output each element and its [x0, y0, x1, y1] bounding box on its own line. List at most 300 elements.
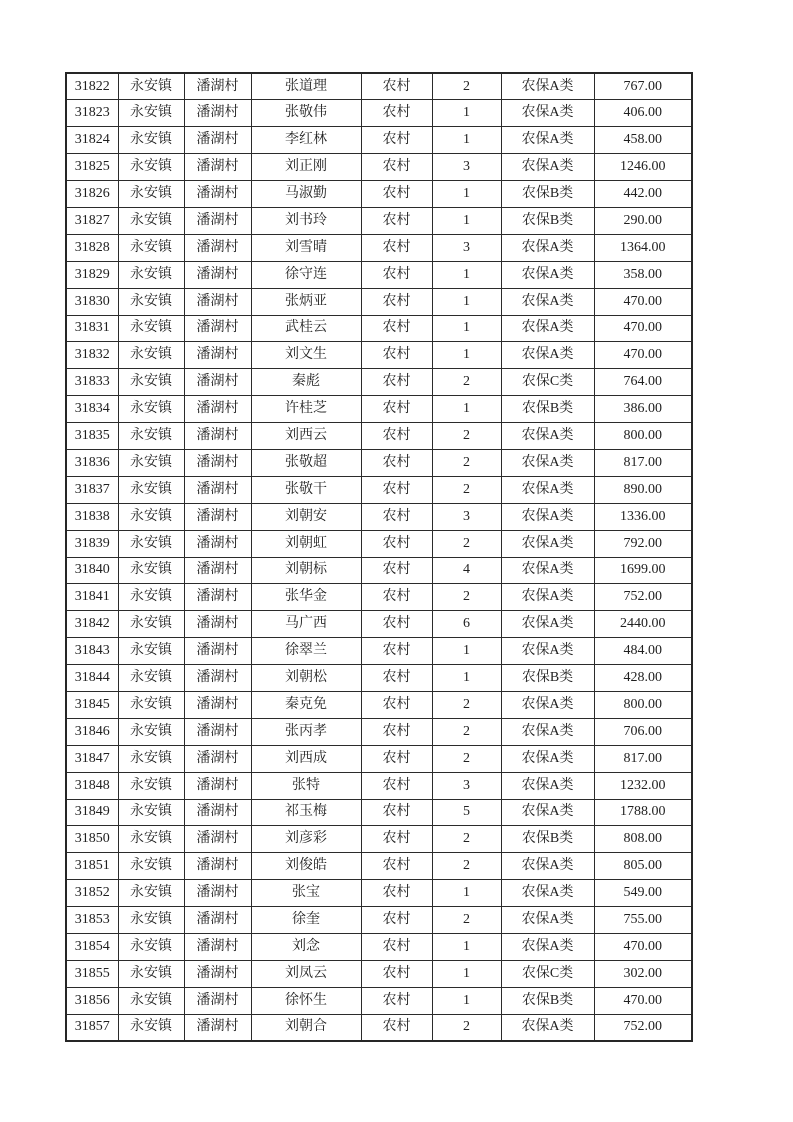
village: 潘湖村	[184, 584, 251, 611]
amount: 890.00	[594, 476, 692, 503]
amount: 470.00	[594, 934, 692, 961]
record-id: 31857	[66, 1014, 118, 1041]
amount: 752.00	[594, 1014, 692, 1041]
village: 潘湖村	[184, 987, 251, 1014]
village: 潘湖村	[184, 73, 251, 100]
table-row	[66, 799, 692, 826]
village: 潘湖村	[184, 154, 251, 181]
residence-type: 农村	[361, 423, 432, 450]
amount: 1699.00	[594, 557, 692, 584]
village: 潘湖村	[184, 342, 251, 369]
table-row	[66, 853, 692, 880]
town: 永安镇	[118, 73, 184, 100]
insurance-class: 农保A类	[501, 880, 594, 907]
table-row	[66, 181, 692, 208]
table-row	[66, 396, 692, 423]
person-name: 徐奎	[251, 907, 361, 934]
record-id: 31834	[66, 396, 118, 423]
town: 永安镇	[118, 665, 184, 692]
person-name: 祁玉梅	[251, 799, 361, 826]
village: 潘湖村	[184, 826, 251, 853]
insurance-class: 农保A类	[501, 853, 594, 880]
residence-type: 农村	[361, 234, 432, 261]
village: 潘湖村	[184, 745, 251, 772]
person-name: 马淑勤	[251, 181, 361, 208]
residence-type: 农村	[361, 745, 432, 772]
town: 永安镇	[118, 530, 184, 557]
record-id: 31835	[66, 423, 118, 450]
table-row	[66, 691, 692, 718]
village: 潘湖村	[184, 557, 251, 584]
insurance-class: 农保A类	[501, 476, 594, 503]
person-count: 2	[432, 423, 501, 450]
table-row	[66, 154, 692, 181]
table-row	[66, 476, 692, 503]
person-name: 刘文生	[251, 342, 361, 369]
person-name: 张敬超	[251, 449, 361, 476]
village: 潘湖村	[184, 503, 251, 530]
person-name: 徐怀生	[251, 987, 361, 1014]
record-id: 31849	[66, 799, 118, 826]
residence-type: 农村	[361, 934, 432, 961]
town: 永安镇	[118, 476, 184, 503]
insurance-class: 农保A类	[501, 234, 594, 261]
amount: 817.00	[594, 745, 692, 772]
insurance-class: 农保B类	[501, 396, 594, 423]
village: 潘湖村	[184, 476, 251, 503]
record-id: 31828	[66, 234, 118, 261]
record-id: 31840	[66, 557, 118, 584]
amount: 428.00	[594, 665, 692, 692]
person-count: 1	[432, 665, 501, 692]
record-id: 31856	[66, 987, 118, 1014]
table-row	[66, 261, 692, 288]
table-row	[66, 369, 692, 396]
residence-type: 农村	[361, 73, 432, 100]
table-row	[66, 234, 692, 261]
record-id: 31836	[66, 449, 118, 476]
person-name: 刘念	[251, 934, 361, 961]
village: 潘湖村	[184, 880, 251, 907]
insurance-class: 农保A类	[501, 745, 594, 772]
insurance-class: 农保A类	[501, 261, 594, 288]
table-row	[66, 880, 692, 907]
village: 潘湖村	[184, 772, 251, 799]
village: 潘湖村	[184, 853, 251, 880]
record-id: 31842	[66, 611, 118, 638]
residence-type: 农村	[361, 907, 432, 934]
person-name: 许桂芝	[251, 396, 361, 423]
person-name: 刘朝标	[251, 557, 361, 584]
insurance-class: 农保A类	[501, 691, 594, 718]
insurance-class: 农保A类	[501, 423, 594, 450]
person-name: 刘雪晴	[251, 234, 361, 261]
person-count: 1	[432, 288, 501, 315]
town: 永安镇	[118, 396, 184, 423]
village: 潘湖村	[184, 638, 251, 665]
record-id: 31833	[66, 369, 118, 396]
record-id: 31823	[66, 100, 118, 127]
village: 潘湖村	[184, 907, 251, 934]
town: 永安镇	[118, 987, 184, 1014]
person-name: 张敬伟	[251, 100, 361, 127]
amount: 2440.00	[594, 611, 692, 638]
village: 潘湖村	[184, 234, 251, 261]
table-row	[66, 207, 692, 234]
insurance-class: 农保A类	[501, 315, 594, 342]
insurance-class: 农保A类	[501, 718, 594, 745]
table-row	[66, 557, 692, 584]
table-row	[66, 611, 692, 638]
table-row	[66, 907, 692, 934]
amount: 706.00	[594, 718, 692, 745]
person-count: 2	[432, 476, 501, 503]
insurance-class: 农保B类	[501, 181, 594, 208]
person-count: 2	[432, 1014, 501, 1041]
residence-type: 农村	[361, 261, 432, 288]
village: 潘湖村	[184, 288, 251, 315]
person-count: 2	[432, 907, 501, 934]
person-count: 1	[432, 261, 501, 288]
amount: 358.00	[594, 261, 692, 288]
table-row	[66, 718, 692, 745]
person-count: 3	[432, 234, 501, 261]
record-id: 31848	[66, 772, 118, 799]
person-count: 3	[432, 154, 501, 181]
person-count: 3	[432, 503, 501, 530]
table-row	[66, 934, 692, 961]
amount: 800.00	[594, 691, 692, 718]
record-id: 31846	[66, 718, 118, 745]
record-id: 31851	[66, 853, 118, 880]
insurance-class: 农保A类	[501, 1014, 594, 1041]
record-id: 31827	[66, 207, 118, 234]
insurance-class: 农保A类	[501, 530, 594, 557]
table-row	[66, 315, 692, 342]
insurance-class: 农保A类	[501, 100, 594, 127]
residence-type: 农村	[361, 530, 432, 557]
amount: 470.00	[594, 987, 692, 1014]
residence-type: 农村	[361, 880, 432, 907]
amount: 549.00	[594, 880, 692, 907]
table-row	[66, 449, 692, 476]
town: 永安镇	[118, 691, 184, 718]
village: 潘湖村	[184, 100, 251, 127]
record-id: 31826	[66, 181, 118, 208]
town: 永安镇	[118, 960, 184, 987]
amount: 800.00	[594, 423, 692, 450]
town: 永安镇	[118, 718, 184, 745]
record-id: 31843	[66, 638, 118, 665]
person-count: 2	[432, 530, 501, 557]
record-id: 31831	[66, 315, 118, 342]
person-name: 刘朝安	[251, 503, 361, 530]
village: 潘湖村	[184, 934, 251, 961]
amount: 1246.00	[594, 154, 692, 181]
town: 永安镇	[118, 154, 184, 181]
person-name: 徐守连	[251, 261, 361, 288]
town: 永安镇	[118, 369, 184, 396]
residence-type: 农村	[361, 799, 432, 826]
insurance-class: 农保A类	[501, 584, 594, 611]
amount: 1364.00	[594, 234, 692, 261]
insurance-class: 农保B类	[501, 665, 594, 692]
insurance-class: 农保A类	[501, 611, 594, 638]
insurance-class: 农保A类	[501, 73, 594, 100]
person-count: 1	[432, 181, 501, 208]
person-name: 张道理	[251, 73, 361, 100]
person-name: 刘西云	[251, 423, 361, 450]
town: 永安镇	[118, 100, 184, 127]
residence-type: 农村	[361, 315, 432, 342]
person-count: 3	[432, 772, 501, 799]
person-count: 1	[432, 934, 501, 961]
residence-type: 农村	[361, 691, 432, 718]
person-name: 刘书玲	[251, 207, 361, 234]
insurance-class: 农保A类	[501, 127, 594, 154]
town: 永安镇	[118, 772, 184, 799]
residence-type: 农村	[361, 342, 432, 369]
person-name: 刘朝松	[251, 665, 361, 692]
person-name: 徐翠兰	[251, 638, 361, 665]
residence-type: 农村	[361, 772, 432, 799]
town: 永安镇	[118, 557, 184, 584]
village: 潘湖村	[184, 691, 251, 718]
person-count: 1	[432, 880, 501, 907]
table-row	[66, 665, 692, 692]
residence-type: 农村	[361, 584, 432, 611]
record-id: 31852	[66, 880, 118, 907]
person-name: 刘正刚	[251, 154, 361, 181]
person-name: 刘彦彩	[251, 826, 361, 853]
residence-type: 农村	[361, 960, 432, 987]
record-id: 31850	[66, 826, 118, 853]
person-count: 1	[432, 638, 501, 665]
village: 潘湖村	[184, 369, 251, 396]
amount: 805.00	[594, 853, 692, 880]
person-count: 1	[432, 987, 501, 1014]
person-name: 张宝	[251, 880, 361, 907]
insurance-class: 农保A类	[501, 503, 594, 530]
village: 潘湖村	[184, 423, 251, 450]
insurance-class: 农保B类	[501, 207, 594, 234]
residence-type: 农村	[361, 718, 432, 745]
record-id: 31838	[66, 503, 118, 530]
person-name: 张炳亚	[251, 288, 361, 315]
table-row	[66, 772, 692, 799]
record-id: 31845	[66, 691, 118, 718]
insurance-class: 农保A类	[501, 772, 594, 799]
person-count: 2	[432, 853, 501, 880]
insurance-class: 农保A类	[501, 288, 594, 315]
amount: 817.00	[594, 449, 692, 476]
amount: 406.00	[594, 100, 692, 127]
residence-type: 农村	[361, 611, 432, 638]
amount: 792.00	[594, 530, 692, 557]
village: 潘湖村	[184, 960, 251, 987]
record-id: 31841	[66, 584, 118, 611]
person-count: 1	[432, 342, 501, 369]
person-name: 刘朝虹	[251, 530, 361, 557]
person-count: 4	[432, 557, 501, 584]
town: 永安镇	[118, 584, 184, 611]
amount: 470.00	[594, 342, 692, 369]
village: 潘湖村	[184, 261, 251, 288]
village: 潘湖村	[184, 611, 251, 638]
amount: 484.00	[594, 638, 692, 665]
insurance-class: 农保A类	[501, 934, 594, 961]
town: 永安镇	[118, 934, 184, 961]
record-id: 31822	[66, 73, 118, 100]
residence-type: 农村	[361, 288, 432, 315]
village: 潘湖村	[184, 799, 251, 826]
residence-type: 农村	[361, 100, 432, 127]
record-id: 31830	[66, 288, 118, 315]
amount: 752.00	[594, 584, 692, 611]
amount: 755.00	[594, 907, 692, 934]
residence-type: 农村	[361, 127, 432, 154]
town: 永安镇	[118, 449, 184, 476]
town: 永安镇	[118, 288, 184, 315]
person-count: 2	[432, 369, 501, 396]
insurance-class: 农保A类	[501, 557, 594, 584]
table-body	[66, 73, 692, 1041]
person-name: 刘西成	[251, 745, 361, 772]
town: 永安镇	[118, 234, 184, 261]
person-count: 1	[432, 960, 501, 987]
village: 潘湖村	[184, 315, 251, 342]
town: 永安镇	[118, 207, 184, 234]
residence-type: 农村	[361, 449, 432, 476]
residence-type: 农村	[361, 154, 432, 181]
record-id: 31844	[66, 665, 118, 692]
village: 潘湖村	[184, 530, 251, 557]
town: 永安镇	[118, 181, 184, 208]
amount: 1336.00	[594, 503, 692, 530]
amount: 386.00	[594, 396, 692, 423]
town: 永安镇	[118, 261, 184, 288]
person-name: 秦克免	[251, 691, 361, 718]
table-row	[66, 342, 692, 369]
insurance-class: 农保C类	[501, 960, 594, 987]
amount: 1788.00	[594, 799, 692, 826]
village: 潘湖村	[184, 718, 251, 745]
amount: 808.00	[594, 826, 692, 853]
village: 潘湖村	[184, 207, 251, 234]
record-id: 31825	[66, 154, 118, 181]
person-name: 张丙孝	[251, 718, 361, 745]
record-id: 31824	[66, 127, 118, 154]
person-count: 1	[432, 315, 501, 342]
residence-type: 农村	[361, 369, 432, 396]
village: 潘湖村	[184, 665, 251, 692]
residence-type: 农村	[361, 557, 432, 584]
record-id: 31854	[66, 934, 118, 961]
person-name: 刘俊皓	[251, 853, 361, 880]
person-count: 1	[432, 396, 501, 423]
town: 永安镇	[118, 503, 184, 530]
person-count: 6	[432, 611, 501, 638]
residence-type: 农村	[361, 826, 432, 853]
town: 永安镇	[118, 826, 184, 853]
table-row	[66, 826, 692, 853]
amount: 470.00	[594, 288, 692, 315]
person-count: 2	[432, 73, 501, 100]
residence-type: 农村	[361, 207, 432, 234]
town: 永安镇	[118, 638, 184, 665]
table-row	[66, 423, 692, 450]
town: 永安镇	[118, 127, 184, 154]
table-row	[66, 1014, 692, 1041]
amount: 1232.00	[594, 772, 692, 799]
record-id: 31829	[66, 261, 118, 288]
person-count: 2	[432, 584, 501, 611]
person-count: 5	[432, 799, 501, 826]
person-name: 马广西	[251, 611, 361, 638]
insurance-class: 农保C类	[501, 369, 594, 396]
town: 永安镇	[118, 853, 184, 880]
person-name: 刘朝合	[251, 1014, 361, 1041]
insurance-class: 农保B类	[501, 826, 594, 853]
amount: 302.00	[594, 960, 692, 987]
village: 潘湖村	[184, 181, 251, 208]
town: 永安镇	[118, 745, 184, 772]
person-name: 李红林	[251, 127, 361, 154]
amount: 767.00	[594, 73, 692, 100]
person-name: 武桂云	[251, 315, 361, 342]
insurance-class: 农保B类	[501, 987, 594, 1014]
village: 潘湖村	[184, 1014, 251, 1041]
table-row	[66, 584, 692, 611]
village: 潘湖村	[184, 396, 251, 423]
town: 永安镇	[118, 342, 184, 369]
amount: 442.00	[594, 181, 692, 208]
town: 永安镇	[118, 799, 184, 826]
village: 潘湖村	[184, 127, 251, 154]
insurance-class: 农保A类	[501, 638, 594, 665]
person-count: 2	[432, 826, 501, 853]
town: 永安镇	[118, 880, 184, 907]
person-count: 1	[432, 127, 501, 154]
town: 永安镇	[118, 1014, 184, 1041]
person-count: 2	[432, 745, 501, 772]
table-row	[66, 530, 692, 557]
town: 永安镇	[118, 315, 184, 342]
table-row	[66, 100, 692, 127]
insurance-class: 农保A类	[501, 154, 594, 181]
person-name: 张敬干	[251, 476, 361, 503]
table-row	[66, 987, 692, 1014]
residence-type: 农村	[361, 396, 432, 423]
record-id: 31853	[66, 907, 118, 934]
benefits-table	[65, 72, 693, 1042]
person-name: 刘凤云	[251, 960, 361, 987]
residence-type: 农村	[361, 665, 432, 692]
residence-type: 农村	[361, 503, 432, 530]
table-row	[66, 503, 692, 530]
town: 永安镇	[118, 907, 184, 934]
person-count: 1	[432, 100, 501, 127]
residence-type: 农村	[361, 1014, 432, 1041]
person-count: 2	[432, 691, 501, 718]
amount: 458.00	[594, 127, 692, 154]
insurance-class: 农保A类	[501, 342, 594, 369]
amount: 470.00	[594, 315, 692, 342]
record-id: 31837	[66, 476, 118, 503]
record-id: 31855	[66, 960, 118, 987]
amount: 764.00	[594, 369, 692, 396]
person-name: 张特	[251, 772, 361, 799]
